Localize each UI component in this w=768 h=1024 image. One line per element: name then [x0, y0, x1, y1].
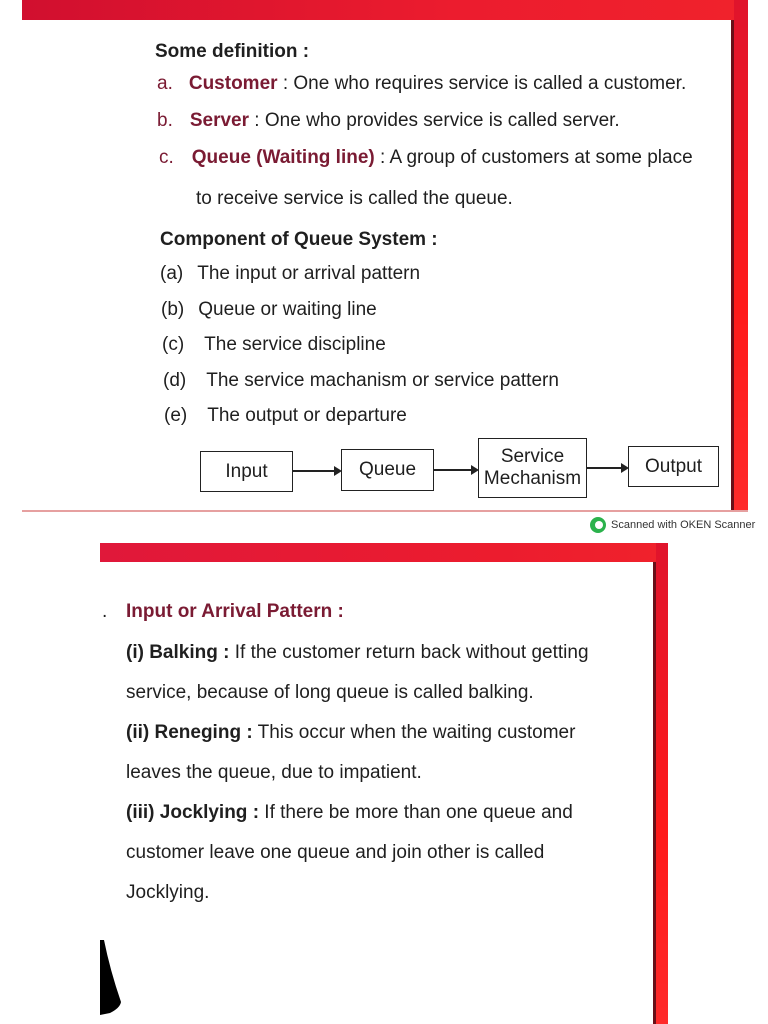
definition-text: One who requires service is called a customer.: [293, 73, 687, 94]
component-b: [161, 299, 377, 321]
definition-text: A group of customers at some place: [389, 147, 693, 168]
slide-right-border: [656, 543, 668, 1024]
flow-arrow-3: [587, 467, 627, 469]
definition-text: One who provides service is called server.: [264, 110, 620, 131]
balking-line1: [126, 642, 589, 664]
component-text: The output or departure: [207, 405, 407, 426]
flow-arrow-2: [433, 469, 477, 471]
reneging-line2: leaves the queue, due to impatient.: [126, 762, 422, 783]
definition-sep: :: [374, 147, 390, 168]
slide-right-border-inner: [653, 562, 656, 1024]
slide-right-border: [734, 0, 748, 512]
flow-output-box: Output: [628, 446, 719, 487]
component-text: Queue or waiting line: [198, 299, 377, 320]
definition-term: Server: [189, 110, 250, 131]
arrival-heading: Input or Arrival Pattern :: [126, 601, 344, 622]
definition-sep: :: [277, 73, 294, 94]
definition-letter: b.: [157, 110, 173, 131]
flow-queue-box: Queue: [341, 449, 434, 491]
flow-service-box: [478, 438, 587, 498]
slide-bottom-line: [22, 510, 748, 512]
black-shape-decoration: [100, 940, 122, 1015]
balking-line2: service, because of long queue is called balking.: [126, 682, 534, 703]
definition-b: [157, 110, 620, 132]
jocklying-term: (iii) Jocklying :: [126, 802, 260, 823]
reneging-term: (ii) Reneging :: [126, 722, 253, 743]
definition-sep: :: [249, 110, 265, 131]
balking-term: (i) Balking :: [126, 642, 230, 663]
definition-c-continued: to receive service is called the queue.: [196, 188, 513, 209]
definition-term: Queue (Waiting line): [191, 147, 375, 168]
reneging-text: This occur when the waiting customer: [252, 722, 576, 743]
definition-c: [159, 147, 693, 169]
jocklying-text: If there be more than one queue and: [259, 802, 573, 823]
jocklying-line3: Jocklying.: [126, 882, 210, 903]
flow-service-line2: Mechanism: [483, 468, 582, 489]
component-text: The input or arrival pattern: [197, 263, 421, 284]
bullet-dot: .: [102, 601, 108, 622]
definition-letter: a.: [157, 73, 173, 94]
balking-text: If the customer return back without getting: [229, 642, 589, 663]
component-text: The service discipline: [204, 334, 386, 355]
oken-logo-icon: [590, 517, 606, 533]
jocklying-line1: [126, 802, 573, 824]
slide-top-band: [22, 0, 748, 20]
components-heading: Component of Queue System :: [160, 229, 438, 250]
component-text: The service machanism or service pattern: [206, 370, 559, 391]
component-e: [164, 405, 407, 427]
component-label: (b): [161, 299, 185, 320]
component-label: (d): [163, 370, 187, 391]
scanner-text: Scanned with OKEN Scanner: [611, 519, 756, 531]
component-c: [162, 334, 386, 356]
component-label: (e): [164, 405, 188, 426]
component-d: [163, 370, 559, 392]
definitions-heading: Some definition :: [155, 41, 310, 62]
flow-service-line1: Service: [500, 446, 565, 467]
flow-arrow-1: [293, 470, 340, 472]
jocklying-line2: customer leave one queue and join other is called: [126, 842, 545, 863]
slide-top-band: [100, 543, 668, 562]
definition-letter: c.: [159, 147, 174, 168]
component-a: [160, 263, 420, 285]
definition-a: [157, 73, 686, 95]
component-label: (a): [160, 263, 184, 284]
slide-right-border-inner: [731, 20, 734, 512]
component-label: (c): [162, 334, 185, 355]
definition-term: Customer: [188, 73, 278, 94]
flow-input-box: Input: [200, 451, 293, 492]
scanner-watermark: [590, 517, 755, 533]
reneging-line1: [126, 722, 575, 744]
